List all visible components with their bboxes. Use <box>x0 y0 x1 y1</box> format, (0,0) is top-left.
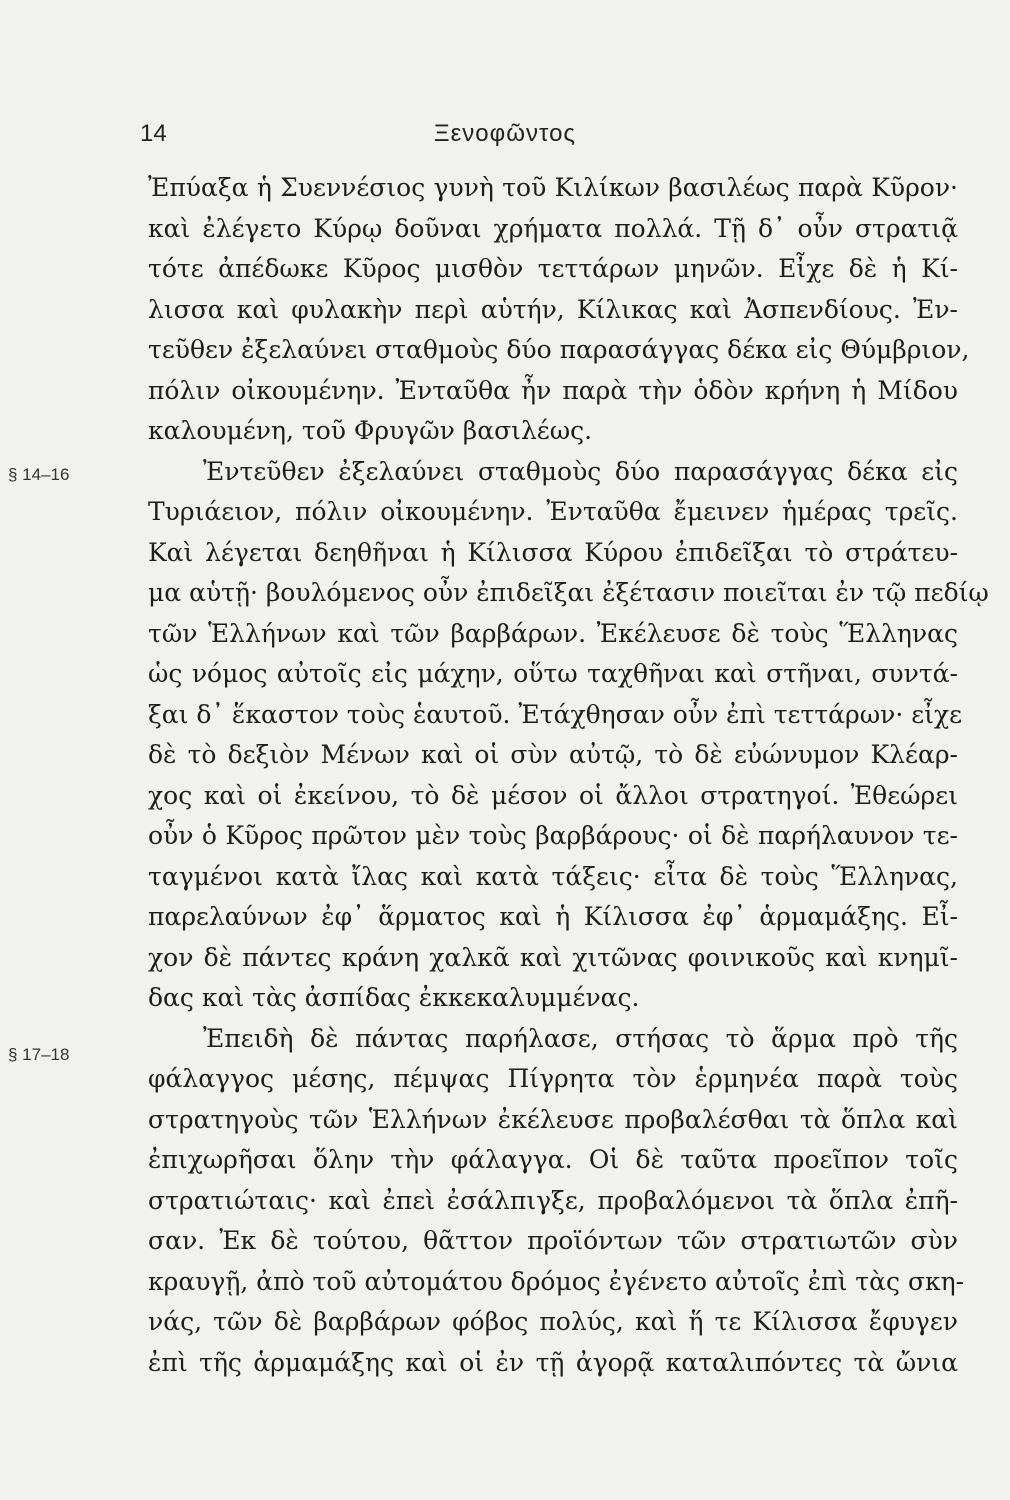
text-line: Τυριάειον, πόλιν οἰκουμένην. Ἐνταῦθα ἔμεινεν ἡμέρας τρεῖς. <box>148 497 958 526</box>
margin-note-section: § 17–18 <box>8 1045 70 1064</box>
text-line: παρελαύνων ἐφ᾽ ἅρματος καὶ ἡ Κίλισσα ἐφ᾽ ἁρμαμάξης. Εἶ- <box>148 902 958 931</box>
text-line: ἐπὶ τῆς ἁρμαμάξης καὶ οἱ ἐν τῇ ἀγορᾷ καταλιπόντες τὰ ὤνια <box>148 1347 958 1377</box>
text-line: καὶ ἐλέγετο Κύρῳ δοῦναι χρήματα πολλά. Τῇ δ᾽ οὖν στρατιᾷ <box>148 213 958 243</box>
text-line: ὡς νόμος αὐτοῖς εἰς μάχην, οὕτω ταχθῆναι καὶ στῆναι, συντά- <box>148 659 958 688</box>
text-line: σαν. Ἐκ δὲ τούτου, θᾶττον προϊόντων τῶν στρατιωτῶν σὺν <box>148 1226 958 1255</box>
text-line: κραυγῇ, ἀπὸ τοῦ αὐτομάτου δρόμος ἐγένετο αὐτοῖς ἐπὶ τὰς σκη- <box>148 1266 965 1296</box>
text-line: δας καὶ τὰς ἀσπίδας ἐκκεκαλυμμένας. <box>148 983 640 1012</box>
text-line: Καὶ λέγεται δεηθῆναι ἡ Κίλισσα Κύρου ἐπιδεῖξαι τὸ στράτευ- <box>148 537 958 567</box>
text-line: δὲ τὸ δεξιὸν Μένων καὶ οἱ σὺν αὐτῷ, τὸ δὲ εὐώνυμον Κλέαρ- <box>148 740 958 769</box>
text-line: νάς, τῶν δὲ βαρβάρων φόβος πολύς, καὶ ἥ τε Κίλισσα ἔφυγεν <box>148 1307 958 1336</box>
text-line: πόλιν οἰκουμένην. Ἐνταῦθα ἦν παρὰ τὴν ὁδὸν κρήνη ἡ Μίδου <box>148 375 958 405</box>
text-line: χος καὶ οἱ ἐκείνου, τὸ δὲ μέσον οἱ ἄλλοι στρατηγοί. Ἐθεώρει <box>148 780 958 810</box>
text-line: καλουμένη, τοῦ Φρυγῶν βασιλέως. <box>148 416 593 445</box>
text-line: χον δὲ πάντες κράνη χαλκᾶ καὶ χιτῶνας φοινικοῦς καὶ κνημῖ- <box>148 942 958 972</box>
text-line: ταγμένοι κατὰ ἴλας καὶ κατὰ τάξεις· εἶτα δὲ τοὺς Ἕλληνας, <box>148 861 958 891</box>
text-line: Ἐπύαξα ἡ Συεννέσιος γυνὴ τοῦ Κιλίκων βασιλέως παρὰ Κῦρον· <box>148 173 958 202</box>
text-line: Ἐντεῦθεν ἐξελαύνει σταθμοὺς δύο παρασάγγας δέκα εἰς <box>203 456 958 486</box>
text-line: φάλαγγος μέσης, πέμψας Πίγρητα τὸν ἑρμηνέα παρὰ τοὺς <box>148 1064 958 1093</box>
text-line: τότε ἀπέδωκε Κῦρος μισθὸν τεττάρων μηνῶν. Εἶχε δὲ ἡ Κί- <box>148 254 958 283</box>
text-line: μα αὑτῇ· βουλόμενος οὖν ἐπιδεῖξαι ἐξέτασιν ποιεῖται ἐν τῷ πεδίῳ <box>148 578 989 607</box>
running-head: Ξενοφῶντος <box>434 120 576 147</box>
text-line: τῶν Ἑλλήνων καὶ τῶν βαρβάρων. Ἐκέλευσε δὲ τοὺς Ἕλληνας <box>148 618 958 648</box>
text-line: ξαι δ᾽ ἕκαστον τοὺς ἑαυτοῦ. Ἐτάχθησαν οὖν ἐπὶ τεττάρων· εἶχε <box>148 699 963 729</box>
text-line: ἐπιχωρῆσαι ὅλην τὴν φάλαγγα. Οἱ δὲ ταῦτα προεῖπον τοῖς <box>148 1145 958 1174</box>
text-line: στρατιώταις· καὶ ἐπεὶ ἐσάλπιγξε, προβαλόμενοι τὰ ὅπλα ἐπῆ- <box>148 1185 958 1215</box>
body-text <box>148 168 989 1383</box>
text-line: Ἐπειδὴ δὲ πάντας παρήλασε, στήσας τὸ ἅρμα πρὸ τῆς <box>203 1023 958 1053</box>
text-line: στρατηγοὺς τῶν Ἑλλήνων ἐκέλευσε προβαλέσθαι τὰ ὅπλα καὶ <box>148 1104 958 1134</box>
margin-note-section: § 14–16 <box>8 465 70 484</box>
text-line: λισσα καὶ φυλακὴν περὶ αὑτήν, Κίλικας καὶ Ἀσπενδίους. Ἐν- <box>148 294 958 324</box>
text-line: οὖν ὁ Κῦρος πρῶτον μὲν τοὺς βαρβάρους· οἱ δὲ παρήλαυνον τε- <box>148 821 958 850</box>
page-number: 14 <box>140 120 167 147</box>
text-line: τεῦθεν ἐξελαύνει σταθμοὺς δύο παρασάγγας δέκα εἰς Θύμβριον, <box>148 335 970 364</box>
